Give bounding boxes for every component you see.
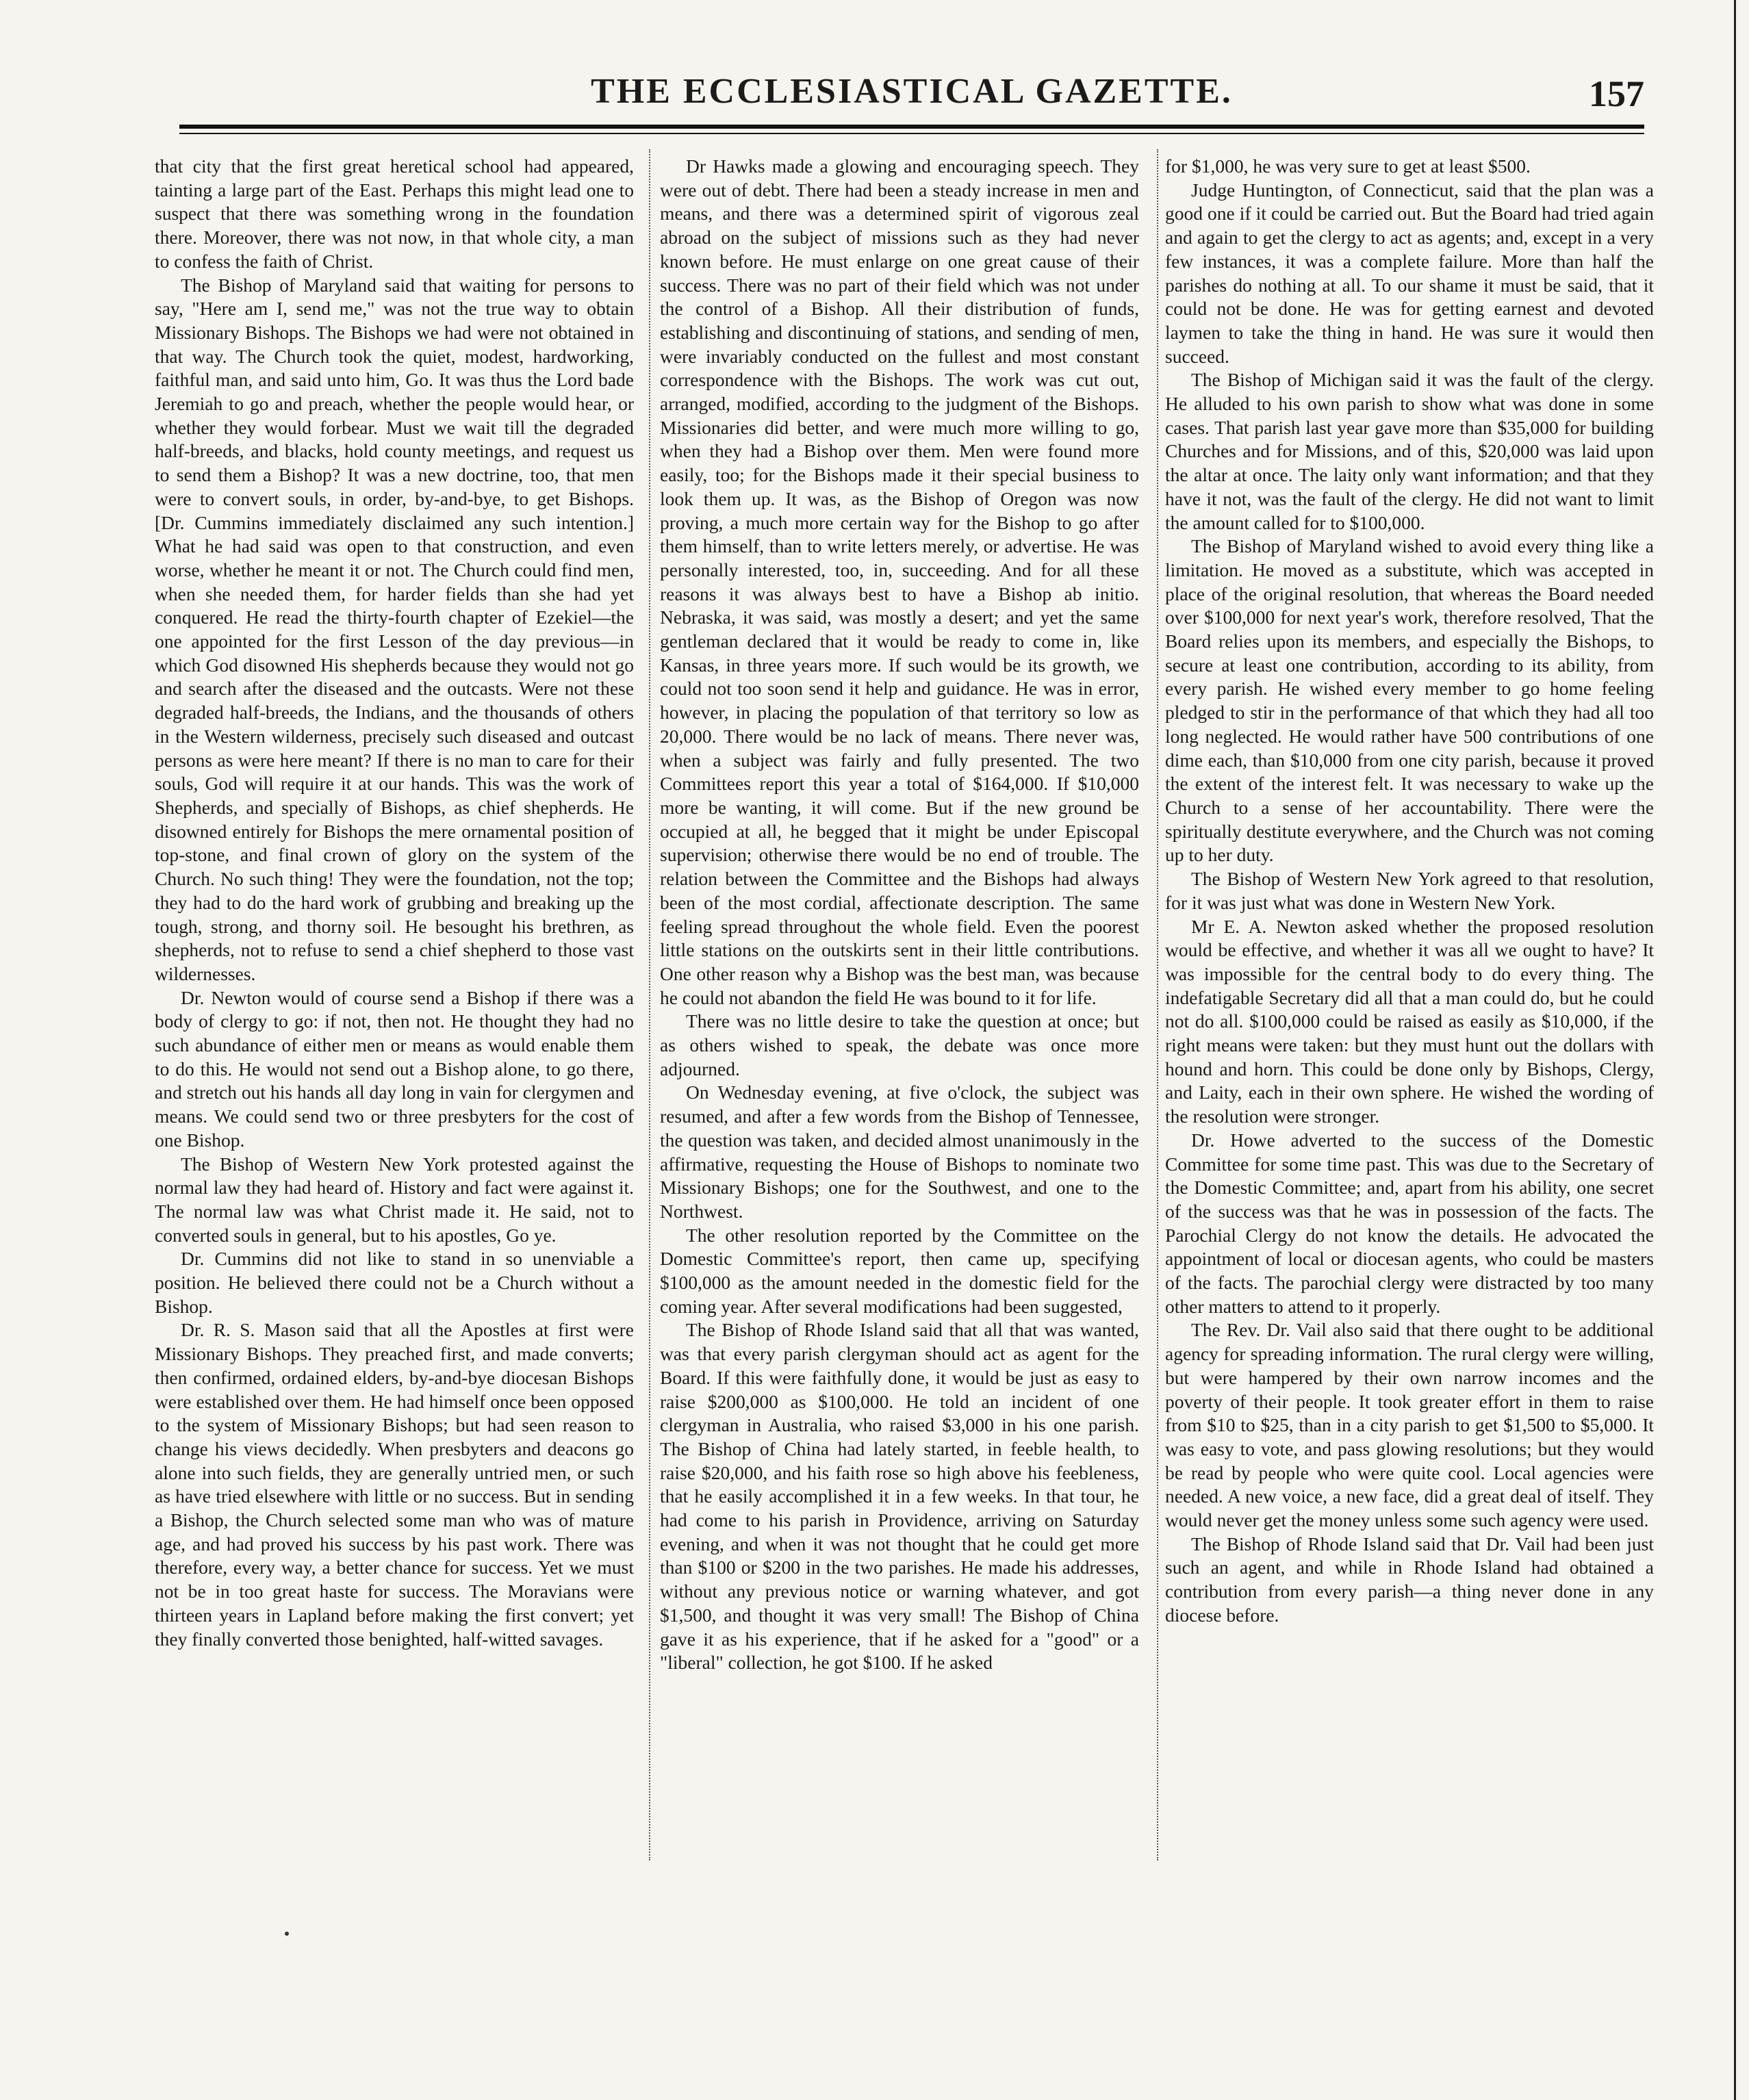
column-2 [660, 155, 1139, 1921]
header-rule-thin [179, 133, 1644, 134]
column-3 [1165, 155, 1654, 1921]
paragraph: that city that the first great heretical school had appeared, tainting a large part of the East. Perhaps this might lead one to suspect that there was something wrong in the foundation there. Moreover, there was not now, in that whole city, a man to confess the faith of Christ. [155, 155, 634, 272]
paragraph: The other resolution reported by the Committee on the Domestic Committee's report, then came up, specifying $100,000 as the amount needed in the domestic field for the coming year. After several modifications had been suggested, [660, 1224, 1139, 1317]
article-body [155, 155, 1654, 1934]
paragraph: There was no little desire to take the question at once; but as others wished to speak, the debate was once more adjourned. [660, 1010, 1139, 1079]
paragraph: Mr E. A. Newton asked whether the proposed resolution would be effective, and whether it was all we ought to have? It was impossible for the central body to do every thing. The indefatigable Secretary did all that a man could do, but he could not do all. $100,000 could be raised as easily as $10,000, if the right means were taken: but they must hunt out the dollars with hound and horn. This could be done only by Bishops, Clergy, and Laity, each in their own sphere. He wished the wording of the resolution were stronger. [1165, 915, 1654, 1127]
paragraph: On Wednesday evening, at five o'clock, the subject was resumed, and after a few words from the Bishop of Tennessee, the question was taken, and decided almost unanimously in the affirmative, requesting the House of Bishops to nominate two Missionary Bishops; one for the Southwest, and one to the Northwest. [660, 1081, 1139, 1222]
paragraph: Dr. R. S. Mason said that all the Apostles at first were Missionary Bishops. They preached first, and made converts; then confirmed, ordained elders, by-and-bye diocesan Bishops were established over them. He had himself once been opposed to the system of Missionary Bishops; but had seen reason to change his views decidedly. When presbyters and deacons go alone into such fields, they are generally untried men, or such as have tried elsewhere with little or no success. But in sending a Bishop, the Church selected some man who was of mature age, and had proved his success by his past work. There was therefore, every way, a better chance for success. Yet we must not be in too great haste for success. The Moravians were thirteen years in Lapland before making the first convert; yet they finally converted those benighted, half-witted savages. [155, 1319, 634, 1650]
paragraph: The Bishop of Michigan said it was the fault of the clergy. He alluded to his own parish to show what was done in some cases. That parish last year gave more than $35,000 for building Churches and for Missions, and of this, $20,000 was laid upon the altar at once. The laity only want information; and that they have it not, was the fault of the clergy. He did not want to limit the amount called for to $100,000. [1165, 369, 1654, 533]
paragraph: Judge Huntington, of Connecticut, said that the plan was a good one if it could be carried out. But the Board had tried again and again to get the clergy to act as agents; and, except in a very few instances, it was a complete failure. More than half the parishes do nothing at all. To our shame it must be said, that it could not be done. He was for getting earnest and devoted laymen to take the thing in hand. He was sure it would then succeed. [1165, 179, 1654, 367]
paragraph: The Bishop of Maryland wished to avoid every thing like a limitation. He moved as a substitute, which was accepted in place of the original resolution, that whereas the Board needed over $100,000 for next year's work, therefore resolved, That the Board relies upon its members, and especially the Bishops, to secure at least one contribution, according to its ability, from every parish. He wished every member to go home feeling pledged to stir in the performance of that which they had all too long neglected. He would rather have 500 contributions of one dime each, than $10,000 from one city parish, because it proved the extent of the interest felt. It was necessary to wake up the Church to a sense of her accountability. There were the spiritually destitute everywhere, and the Church was not coming up to her duty. [1165, 535, 1654, 866]
column-1 [155, 155, 634, 1921]
paragraph: for $1,000, he was very sure to get at least $500. [1165, 155, 1531, 177]
paragraph: The Bishop of Western New York agreed to that resolution, for it was just what was done in Western New York. [1165, 868, 1654, 913]
paragraph: Dr. Newton would of course send a Bishop if there was a body of clergy to go: if not, then not. He thought they had no such abundance of either men or means as would enable them to do this. He would not send out a Bishop alone, to go there, and stretch out his hands all day long in vain for clergymen and means. We could send two or three presbyters for the cost of one Bishop. [155, 986, 634, 1151]
column-divider [1157, 149, 1158, 1860]
column-divider [649, 149, 650, 1860]
page-edge-line [1734, 0, 1736, 2100]
publication-title: THE ECCLESIASTICAL GAZETTE. [591, 72, 1233, 111]
paragraph: Dr. Cummins did not like to stand in so unenviable a position. He believed there could not be a Church without a Bishop. [155, 1248, 634, 1317]
paragraph: The Bishop of Rhode Island said that Dr. Vail had been just such an agent, and while in Rhode Island had obtained a contribution from every parish—a thing never done in any diocese before. [1165, 1533, 1654, 1626]
paragraph: Dr Hawks made a glowing and encouraging speech. They were out of debt. There had been a steady increase in men and means, and there was a determined spirit of vigorous zeal abroad on the subject of missions such as they had never known before. He must enlarge on one great cause of their success. There was no part of their field which was not under the control of a Bishop. All their distribution of funds, establishing and discontinuing of stations, and sending of men, were invariably conducted on the fullest and most constant correspondence with the Bishops. The work was cut out, arranged, modified, according to the judgment of the Bishops. Missionaries did better, and were much more willing to go, when they had a Bishop over them. Men were found more easily, too; for the Bishops made it their special business to look them up. It was, as the Bishop of Oregon was now proving, a much more certain way for the Bishop to go after them himself, than to write letters merely, or advertise. He was personally interested, too, in, succeeding. And for all these reasons it was always best to have a Bishop ab initio. Nebraska, it was said, was mostly a desert; and yet the same gentleman declared that it would be ready to come in, like Kansas, in three years more. If such would be its growth, we could not too soon send it help and guidance. He was in error, however, in placing the population of that territory so low as 20,000. There would be no lack of means. There never was, when a subject was fairly and fully presented. The two Committees report this year a total of $164,000. If $10,000 more be wanting, it will come. But if the new ground be occupied at all, he begged that it might be under Episcopal supervision; otherwise there would be no end of trouble. The relation between the Committee and the Bishops had always been of the most cordial, affectionate description. The same feeling spread throughout the whole field. Even the poorest little stations on the outskirts sent in their little contributions. One other reason why a Bishop was the best man, was because he could not abandon the field He was bound to it for life. [660, 155, 1139, 1008]
paragraph: The Rev. Dr. Vail also said that there ought to be additional agency for spreading information. The rural clergy were willing, but were hampered by their own narrow incomes and the poverty of their people. It took greater effort in them to raise from $10 to $25, than in a city parish to get $1,500 to $5,000. It was easy to vote, and pass glowing resolutions; but they would be read by people who were quite cool. Local agencies were needed. A new voice, a new face, did a great deal of itself. They would never get the money unless some such agency were used. [1165, 1319, 1654, 1531]
masthead [179, 66, 1644, 120]
paragraph: The Bishop of Maryland said that waiting for persons to say, "Here am I, send me," was not the true way to obtain Missionary Bishops. The Bishops we had were not obtained in that way. The Church took the quiet, modest, hardworking, faithful man, and said unto him, Go. It was thus the Lord bade Jeremiah to go and preach, whether the people would hear, or whether they would forbear. Must we wait till the degraded half-breeds, and blacks, hold county meetings, and request us to send them a Bishop? It was a new doctrine, too, that men were to convert souls, in order, by-and-bye, to get Bishops. [Dr. Cummins immediately disclaimed any such intention.] What he had said was open to that construction, and even worse, whether he meant it or not. The Church could find men, when she needed them, for harder fields than she had yet conquered. He read the thirty-fourth chapter of Ezekiel—the one appointed for the first Lesson of the day previous—in which God disowned His shepherds because they would not go and search after the diseased and the outcasts. Were not these degraded half-breeds, the Indians, and the thousands of others in the Western wilderness, precisely such diseased and outcast persons as were here meant? If there is no man to care for their souls, God will require it at our hands. This was the work of Shepherds, and specially of Bishops, as chief shepherds. He disowned entirely for Bishops the mere ornamental position of top-stone, and final crown of glory on the system of the Church. No such thing! They were the foundation, not the top; they had to do the hard work of grubbing and breaking up the tough, strong, and thorny soil. He besought his brethren, as shepherds, not to refuse to send a chief shepherd to those vast wildernesses. [155, 274, 634, 984]
paragraph: The Bishop of Western New York protested against the normal law they had heard of. History and fact were against it. The normal law was what Christ made it. He said, not to converted souls in general, but to his apostles, Go ye. [155, 1153, 634, 1246]
paragraph: Dr. Howe adverted to the success of the Domestic Committee for some time past. This was due to the Secretary of the Domestic Committee; and, apart from his ability, one secret of the success was that he was in possession of the facts. The Parochial Clergy do not know the details. He advocated the appointment of local or diocesan agents, who could be masters of the facts. The parochial clergy were distracted by too many other matters to attend to it properly. [1165, 1129, 1654, 1317]
paragraph: The Bishop of Rhode Island said that all that was wanted, was that every parish clergyman should act as agent for the Board. If this were faithfully done, it would be just as easy to raise $200,000 as $100,000. He told an incident of one clergyman in Australia, who raised $3,000 in his one parish. The Bishop of China had lately started, in feeble health, to raise $20,000, and his faith rose so high above his feebleness, that he easily accomplished it in a few weeks. In that tour, he had come to his parish in Providence, arriving on Saturday evening, and when it was not thought that he could get more than $100 or $200 in the two parishes. He made his addresses, without any previous notice or warning whatever, and got $1,500, and thought it was very small! The Bishop of China gave it as his experience, that if he asked for a "good" or a "liberal" collection, he got $100. If he asked [660, 1319, 1139, 1674]
ink-speck [285, 1932, 289, 1936]
page-number: 157 [1589, 73, 1644, 114]
header-rule-thick [179, 125, 1644, 129]
